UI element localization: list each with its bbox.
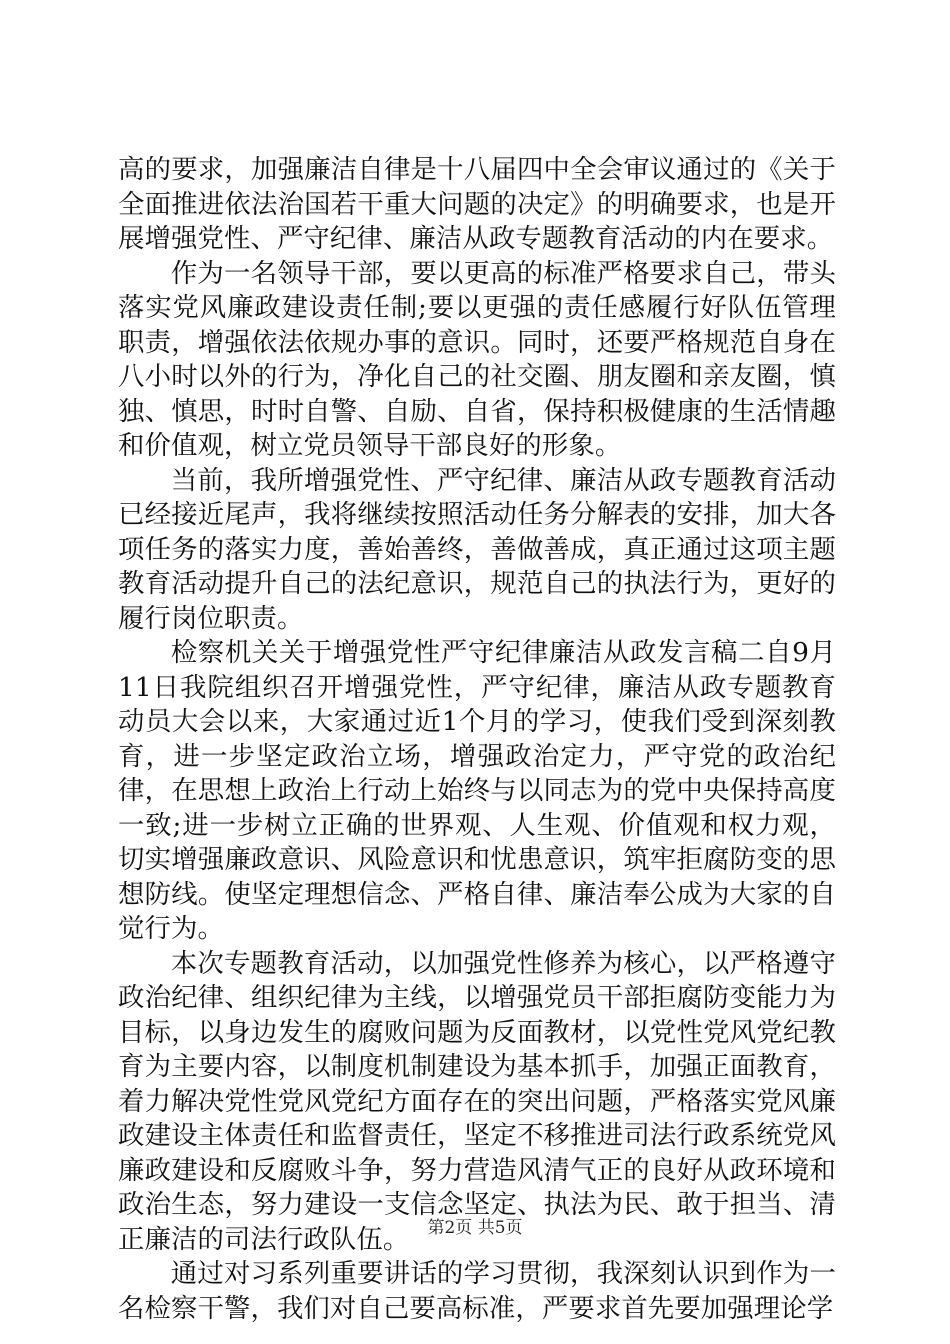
paragraph-speech-two: 检察机关关于增强党性严守纪律廉洁从政发言稿二自9月11日我院组织召开增强党性，严守纪律，廉洁从政专题教育动员大会以来，大家通过近1个月的学习，使我们受到深刻教育，进一步坚定政治立场，增强政治定力，严守党的政治纪律，在思想上政治上行动上始终与以同志为的党中央保持高度一致;进一步树立正确的世界观、人生观、价值观和权力观，切实增强廉政意识、风险意识和忧患意识，筑牢拒腐防变的思想防线。使坚定理想信念、严格自律、廉洁奉公成为大家的自觉行为。 [118, 637, 836, 944]
paragraph-current-status: 当前，我所增强党性、严守纪律、廉洁从政专题教育活动已经接近尾声，我将继续按照活动任务分解表的安排，加大各项任务的落实力度，善始善终，善做善成，真正通过这项主题教育活动提升自己的法纪意识，规范自己的执法行为，更好的履行岗位职责。 [118, 464, 836, 634]
page-number-footer: 第2页 共5页 [427, 1218, 523, 1238]
paragraph-campaign-goals: 本次专题教育活动，以加强党性修养为核心，以严格遵守政治纪律、组织纪律为主线，以增强党员干部拒腐防变能力为目标，以身边发生的腐败问题为反面教材，以党性党风党纪教育为主要内容，以制度机制建设为基本抓手，加强正面教育，着力解决党性党风党纪方面存在的突出问题，严格落实党风廉政建设主体责任和监督责任，坚定不移推进司法行政系统党风廉政建设和反腐败斗争，努力营造风清气正的良好从政环境和政治生态，努力建设一支信念坚定、执法为民、敢于担当、清正廉洁的司法行政队伍。 [118, 947, 836, 1255]
document-body [118, 153, 836, 1326]
paragraph-leadership-role: 作为一名领导干部，要以更高的标准严格要求自己，带头落实党风廉政建设责任制;要以更强的责任感履行好队伍管理职责，增强依法依规办事的意识。同时，还要严格规范自身在八小时以外的行为，净化自己的社交圈、朋友圈和亲友圈，慎独、慎思，时时自警、自励、自省，保持积极健康的生活情趣和价值观，树立党员领导干部良好的形象。 [118, 257, 836, 461]
paragraph-study-reflection: 通过对习系列重要讲话的学习贯彻，我深刻认识到作为一名检察干警，我们对自己要高标准，严要求首先要加强理论学 [118, 1258, 836, 1324]
paragraph-continuation: 高的要求，加强廉洁自律是十八届四中全会审议通过的《关于全面推进依法治国若干重大问题的决定》的明确要求，也是开展增强党性、严守纪律、廉洁从政专题教育活动的内在要求。 [118, 154, 836, 254]
